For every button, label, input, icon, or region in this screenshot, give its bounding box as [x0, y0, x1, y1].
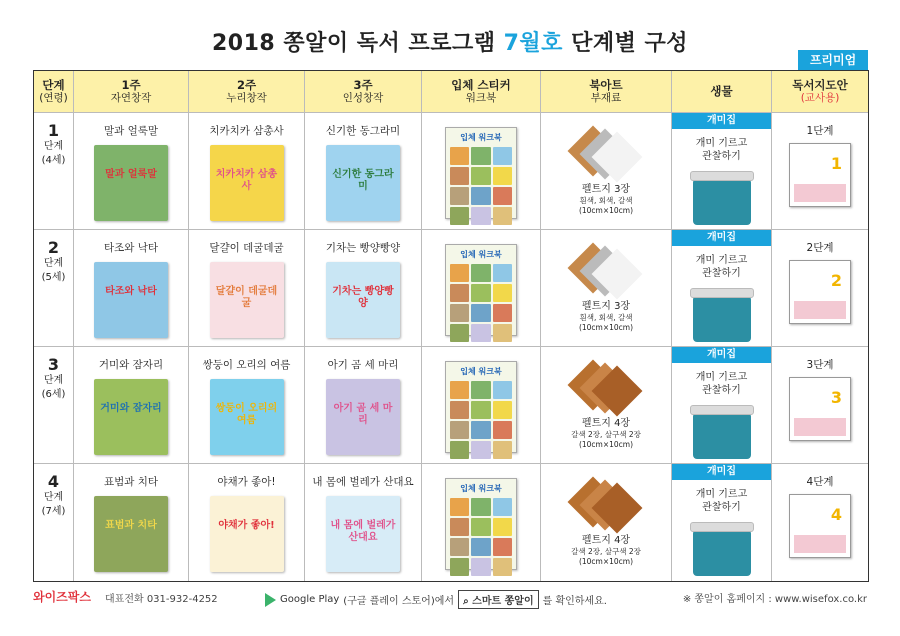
book-cover[interactable]	[326, 496, 400, 572]
header-sub: (교사용)	[800, 92, 840, 105]
ant-farm-label: 개미집	[672, 230, 771, 246]
brand-logo[interactable]: 와이즈팍스	[33, 590, 91, 604]
workbook-stickers	[446, 377, 516, 463]
sticker-thumb	[450, 147, 469, 165]
felt-detail: 흰색, 회색, 갈색	[579, 196, 633, 205]
felt-sheets	[569, 361, 641, 421]
guide-level: 2단계	[806, 242, 834, 254]
book-title: 쌍둥이 오리의 여름	[202, 359, 291, 371]
search-app-button[interactable]	[458, 590, 539, 609]
sticker-thumb	[471, 264, 490, 282]
book-cover[interactable]	[94, 496, 168, 572]
title-post: 단계별 구성	[562, 31, 689, 56]
book-title: 거미와 잠자리	[98, 359, 164, 371]
book-cover[interactable]	[210, 145, 284, 221]
header-cell	[189, 71, 305, 113]
ant-cell	[672, 113, 772, 230]
ant-text-line: 개미 기르고	[695, 489, 748, 500]
sticker-thumb	[493, 421, 512, 439]
workbook-cover[interactable]	[445, 127, 517, 219]
ant-farm-label: 개미집	[672, 113, 771, 129]
book-cell[interactable]	[305, 347, 422, 464]
header-cell	[541, 71, 672, 113]
ant-farm-box	[693, 177, 751, 225]
felt-main: 펠트지 4장	[581, 418, 631, 429]
sticker-thumb	[493, 324, 512, 342]
felt-detail: 갈색 2장, 살구색 2장	[571, 430, 641, 439]
level-stage: 단계	[43, 375, 64, 386]
book-title: 야채가 좋아!	[217, 476, 276, 488]
workbook-cell[interactable]	[422, 113, 541, 230]
ant-cell	[672, 230, 772, 347]
sticker-thumb	[450, 498, 469, 516]
sticker-thumb	[493, 264, 512, 282]
sticker-thumb	[493, 167, 512, 185]
search-icon: ⌕	[463, 596, 469, 607]
book-cover-title: 말과 얼룩말	[105, 169, 157, 180]
google-play-icon	[265, 593, 276, 607]
phone-number: 대표전화 031-932-4252	[105, 594, 218, 605]
book-cover-title: 치카치카 삼총사	[215, 169, 278, 192]
felt-size: (10cm×10cm)	[578, 205, 634, 215]
header-main: 독서지도안	[792, 77, 848, 92]
page-title	[0, 26, 900, 57]
ant-farm-label: 개미집	[672, 347, 771, 363]
guide-level: 3단계	[806, 359, 834, 371]
felt-cell	[541, 113, 672, 230]
header-main: 생물	[710, 84, 733, 99]
sticker-thumb	[450, 284, 469, 302]
header-cell	[422, 71, 541, 113]
header-sub: 인성창작	[342, 92, 384, 105]
header-main: 단계	[42, 77, 65, 92]
workbook-stickers	[446, 260, 516, 346]
book-cell[interactable]	[189, 230, 305, 347]
ant-description	[672, 254, 771, 280]
ant-description	[672, 371, 771, 397]
book-cell[interactable]	[74, 113, 189, 230]
felt-detail: 갈색 2장, 살구색 2장	[571, 547, 641, 556]
ant-farm-box	[693, 411, 751, 459]
header-cell	[34, 71, 74, 113]
book-title: 기차는 빵양빵양	[325, 242, 401, 254]
ant-farm-label: 개미집	[672, 464, 771, 480]
ant-description	[672, 137, 771, 163]
sticker-thumb	[471, 558, 490, 576]
workbook-title: 입체 워크북	[460, 367, 502, 376]
book-cover[interactable]	[326, 262, 400, 338]
guide-cell[interactable]	[772, 230, 868, 347]
premium-badge: 프리미엄	[798, 50, 868, 70]
sticker-thumb	[493, 187, 512, 205]
title-pre: 2018 쫑알이 독서 프로그램	[211, 31, 504, 56]
book-cell[interactable]	[189, 347, 305, 464]
guide-cover[interactable]	[789, 494, 851, 558]
felt-cell	[541, 230, 672, 347]
header-main: 입체 스티커	[451, 77, 511, 92]
level-cell	[34, 347, 74, 464]
header-main: 북아트	[589, 77, 623, 92]
sticker-thumb	[450, 264, 469, 282]
book-cover[interactable]	[210, 379, 284, 455]
store-text: (구글 플레이 스토어)에서	[343, 596, 455, 607]
sticker-thumb	[471, 284, 490, 302]
felt-cell	[541, 464, 672, 581]
book-cover-title: 아기 곰 세 마리	[333, 403, 393, 426]
felt-size: (10cm×10cm)	[578, 556, 634, 566]
title-highlight: 7월호	[503, 31, 563, 56]
guide-level: 1단계	[806, 125, 834, 137]
header-sub: 자연창작	[110, 92, 152, 105]
sticker-thumb	[450, 381, 469, 399]
book-cover[interactable]	[210, 496, 284, 572]
level-number: 4	[47, 472, 60, 491]
ant-description	[672, 488, 771, 514]
book-cell[interactable]	[74, 464, 189, 581]
book-title: 말과 얼룩말	[103, 125, 159, 137]
workbook-cell[interactable]	[422, 230, 541, 347]
sticker-thumb	[493, 538, 512, 556]
ant-cell	[672, 464, 772, 581]
felt-size: (10cm×10cm)	[578, 322, 634, 332]
program-table	[33, 70, 869, 582]
guide-illustration	[794, 535, 846, 553]
sticker-thumb	[450, 324, 469, 342]
sticker-thumb	[450, 421, 469, 439]
workbook-title: 입체 워크북	[460, 484, 502, 493]
header-main: 3주	[353, 77, 373, 92]
sticker-thumb	[450, 401, 469, 419]
sticker-thumb	[471, 441, 490, 459]
workbook-stickers	[446, 143, 516, 229]
sticker-thumb	[471, 324, 490, 342]
felt-main: 펠트지 4장	[581, 535, 631, 546]
workbook-cover[interactable]	[445, 244, 517, 336]
sticker-thumb	[471, 401, 490, 419]
workbook-cell[interactable]	[422, 347, 541, 464]
book-cover-title: 신기한 동그라미	[332, 169, 394, 192]
book-cover[interactable]	[210, 262, 284, 338]
ant-farm-box	[693, 528, 751, 576]
book-cell[interactable]	[189, 464, 305, 581]
book-title: 표범과 치타	[103, 476, 159, 488]
book-cover[interactable]	[94, 262, 168, 338]
guide-illustration	[794, 418, 846, 436]
sticker-thumb	[450, 538, 469, 556]
sticker-thumb	[450, 167, 469, 185]
guide-level: 4단계	[806, 476, 834, 488]
guide-cover[interactable]	[789, 260, 851, 324]
sticker-thumb	[493, 304, 512, 322]
header-sub: (연령)	[39, 92, 68, 105]
ant-cell	[672, 347, 772, 464]
book-cover-title: 야채가 좋아!	[218, 520, 275, 531]
header-main: 1주	[121, 77, 141, 92]
level-stage: 단계	[43, 492, 64, 503]
sticker-thumb	[450, 187, 469, 205]
book-cover[interactable]	[326, 145, 400, 221]
sticker-thumb	[471, 498, 490, 516]
guide-cell[interactable]	[772, 113, 868, 230]
book-title: 치카치카 삼총사	[209, 125, 284, 137]
level-number: 1	[47, 121, 60, 140]
sticker-thumb	[471, 207, 490, 225]
level-age: (7세)	[41, 505, 66, 517]
ant-text-line: 개미 기르고	[695, 372, 748, 383]
book-cell[interactable]	[305, 113, 422, 230]
sticker-thumb	[471, 538, 490, 556]
ant-text-line: 관찰하기	[702, 502, 741, 513]
header-sub: 부재료	[590, 92, 622, 105]
level-cell	[34, 113, 74, 230]
guide-illustration	[794, 184, 846, 202]
ant-farm-box	[693, 294, 751, 342]
book-cover-title: 달걀이 데굴데굴	[215, 286, 278, 309]
header-cell	[672, 71, 772, 113]
footer	[33, 586, 867, 616]
ant-text-line: 개미 기르고	[695, 255, 748, 266]
header-sub: 누리창작	[226, 92, 267, 105]
guide-number: 1	[830, 154, 842, 173]
level-number: 2	[47, 238, 60, 257]
workbook-cover[interactable]	[445, 361, 517, 453]
guide-cell[interactable]	[772, 464, 868, 581]
book-cell[interactable]	[74, 347, 189, 464]
sticker-thumb	[450, 207, 469, 225]
sticker-thumb	[471, 187, 490, 205]
sticker-thumb	[471, 421, 490, 439]
felt-detail: 흰색, 회색, 갈색	[579, 313, 633, 322]
sticker-thumb	[471, 381, 490, 399]
sticker-thumb	[493, 147, 512, 165]
sticker-thumb	[471, 167, 490, 185]
ant-text-line: 관찰하기	[702, 268, 741, 279]
sticker-thumb	[450, 558, 469, 576]
header-sub: 워크북	[465, 92, 497, 105]
book-title: 타조와 낙타	[103, 242, 159, 254]
ant-text-line: 관찰하기	[702, 151, 741, 162]
guide-number: 4	[830, 505, 842, 524]
level-cell	[34, 464, 74, 581]
sticker-thumb	[471, 304, 490, 322]
book-cell[interactable]	[305, 464, 422, 581]
level-age: (6세)	[41, 388, 66, 400]
book-title: 달걀이 데굴데굴	[209, 242, 284, 254]
guide-number: 2	[830, 271, 842, 290]
book-cover[interactable]	[94, 379, 168, 455]
level-number: 3	[47, 355, 60, 374]
guide-number: 3	[830, 388, 842, 407]
guide-cell[interactable]	[772, 347, 868, 464]
book-cover-title: 타조와 낙타	[105, 286, 157, 297]
level-age: (5세)	[41, 271, 66, 283]
book-cover-title: 표범과 치타	[105, 520, 157, 531]
header-cell	[305, 71, 422, 113]
google-play-info	[265, 590, 607, 609]
workbook-title: 입체 워크북	[460, 250, 502, 259]
level-cell	[34, 230, 74, 347]
book-title: 내 몸에 벌레가 산대요	[312, 476, 414, 488]
ant-text-line: 개미 기르고	[695, 138, 748, 149]
felt-info	[541, 300, 671, 333]
book-cover[interactable]	[94, 145, 168, 221]
felt-sheets	[569, 478, 641, 538]
guide-cover[interactable]	[789, 377, 851, 441]
sticker-thumb	[493, 284, 512, 302]
felt-sheets	[569, 127, 641, 187]
book-cover-title: 쌍둥이 오리의 여름	[215, 403, 278, 426]
website-link[interactable]: ※ 쫑알이 홈페이지 : www.wisefox.co.kr	[682, 594, 867, 605]
felt-main: 펠트지 3장	[581, 301, 631, 312]
sticker-thumb	[450, 518, 469, 536]
guide-cover[interactable]	[789, 143, 851, 207]
header-cell	[74, 71, 189, 113]
sticker-thumb	[471, 518, 490, 536]
book-cover-title: 내 몸에 벌레가 산대요	[330, 520, 396, 543]
sticker-thumb	[450, 441, 469, 459]
felt-info	[541, 183, 671, 216]
book-cover-title: 기차는 빵양빵양	[332, 286, 394, 309]
google-play-label: Google Play	[280, 594, 340, 605]
felt-main: 펠트지 3장	[581, 184, 631, 195]
felt-sheets	[569, 244, 641, 304]
search-app-label: 스마트 쫑알이	[472, 596, 534, 607]
sticker-thumb	[493, 441, 512, 459]
workbook-cover[interactable]	[445, 478, 517, 570]
level-stage: 단계	[43, 258, 64, 269]
workbook-stickers	[446, 494, 516, 580]
book-title: 아기 곰 세 마리	[327, 359, 399, 371]
confirm-text: 를 확인하세요.	[542, 596, 607, 607]
workbook-title: 입체 워크북	[460, 133, 502, 142]
sticker-thumb	[450, 304, 469, 322]
book-cell[interactable]	[305, 230, 422, 347]
ant-text-line: 관찰하기	[702, 385, 741, 396]
book-title: 신기한 동그라미	[325, 125, 401, 137]
sticker-thumb	[471, 147, 490, 165]
book-cover-title: 거미와 잠자리	[100, 403, 162, 414]
book-cell[interactable]	[74, 230, 189, 347]
felt-info	[541, 417, 671, 450]
felt-cell	[541, 347, 672, 464]
sticker-thumb	[493, 558, 512, 576]
level-age: (4세)	[41, 154, 66, 166]
felt-info	[541, 534, 671, 567]
sticker-thumb	[493, 401, 512, 419]
book-cell[interactable]	[189, 113, 305, 230]
guide-illustration	[794, 301, 846, 319]
book-cover[interactable]	[326, 379, 400, 455]
sticker-thumb	[493, 498, 512, 516]
sticker-thumb	[493, 518, 512, 536]
header-main: 2주	[236, 77, 257, 92]
sticker-thumb	[493, 207, 512, 225]
felt-size: (10cm×10cm)	[578, 439, 634, 449]
workbook-cell[interactable]	[422, 464, 541, 581]
header-cell	[772, 71, 868, 113]
sticker-thumb	[493, 381, 512, 399]
level-stage: 단계	[43, 141, 64, 152]
